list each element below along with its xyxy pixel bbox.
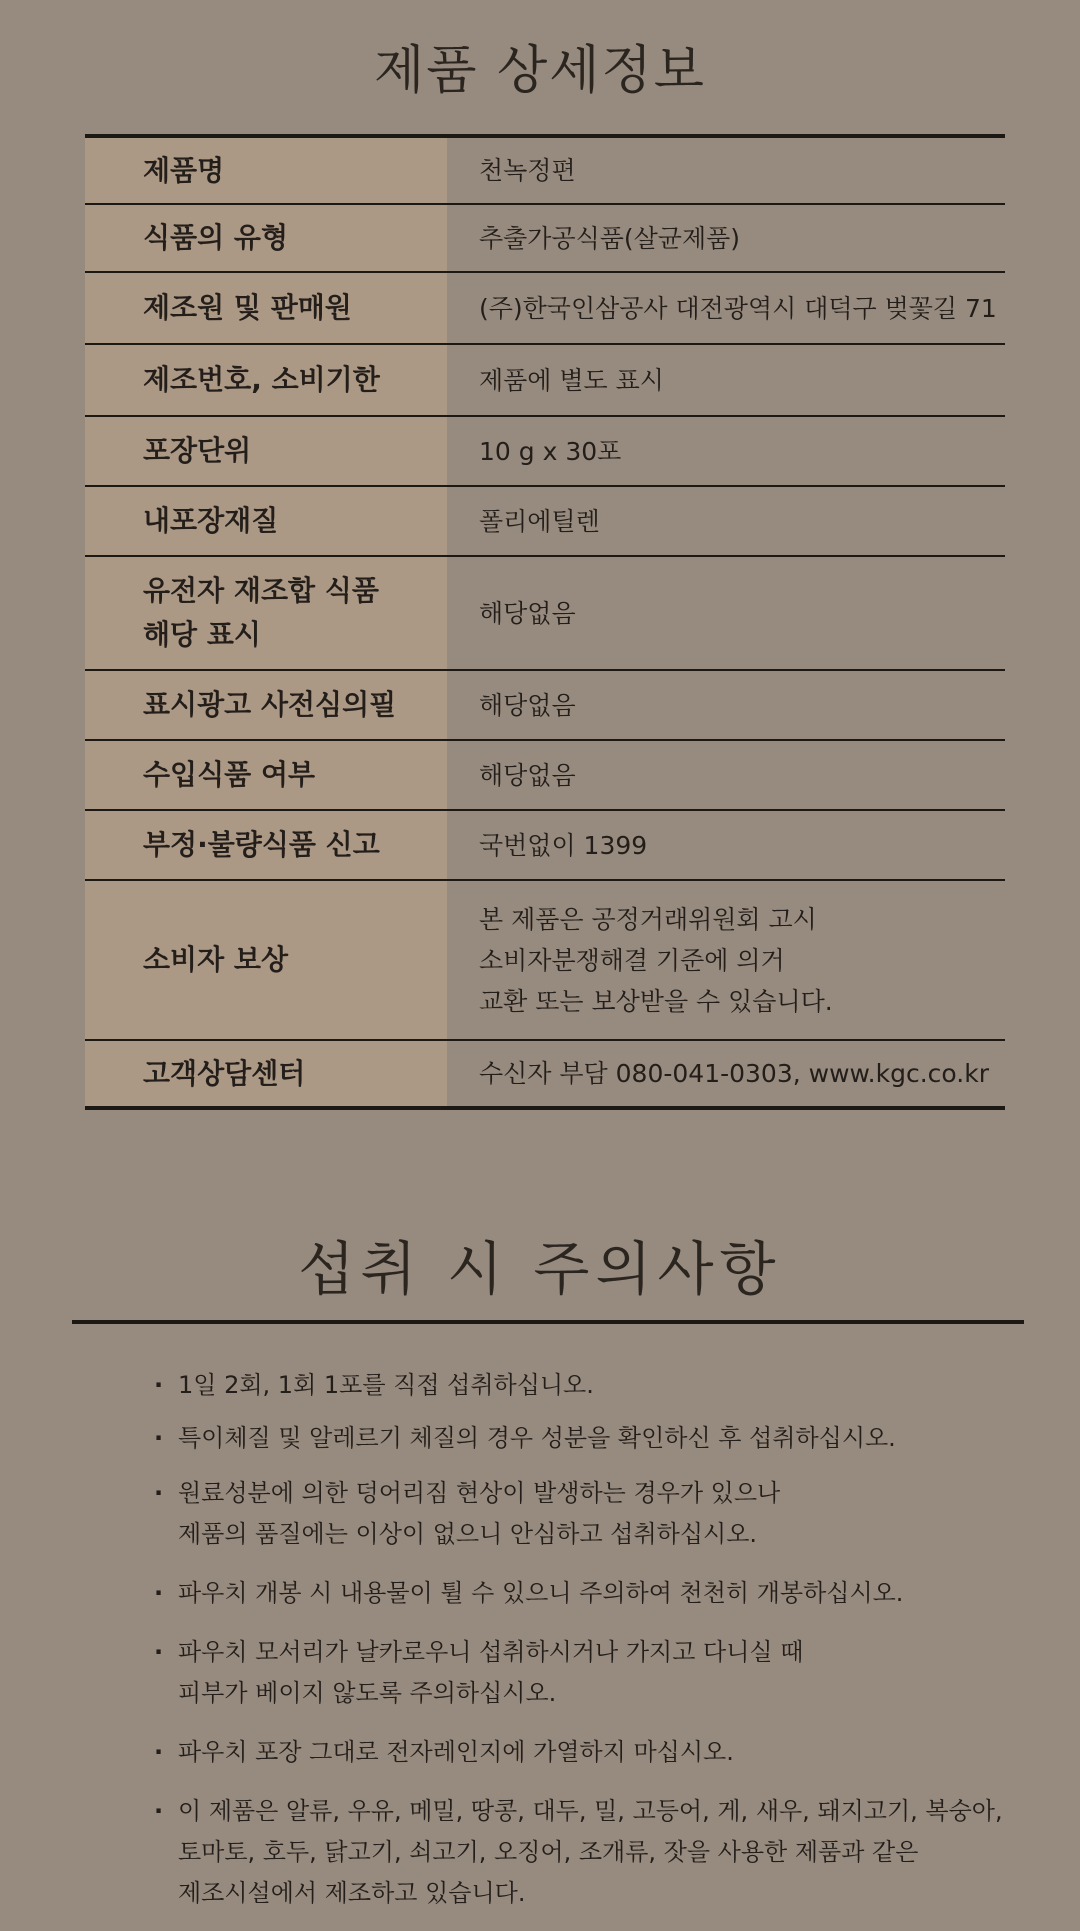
info-label-line: 제조원 및 판매원 bbox=[143, 291, 352, 324]
info-label-line: 식품의 유형 bbox=[143, 221, 288, 254]
info-row bbox=[85, 204, 1005, 272]
info-value-line: 교환 또는 보상받을 수 있습니다. bbox=[479, 986, 833, 1016]
info-label-line: 제품명 bbox=[143, 153, 225, 187]
caution-line: · 이 제품은 알류, 우유, 메밀, 땅콩, 대두, 밀, 고등어, 게, 새우, 돼지고기, 복숭아, bbox=[178, 1797, 1003, 1825]
info-row-value bbox=[447, 556, 1005, 670]
caution-item bbox=[150, 1473, 1030, 1555]
info-row-label bbox=[85, 136, 447, 204]
info-row-value bbox=[447, 136, 1005, 204]
info-row-value bbox=[447, 416, 1005, 486]
caution-line: 토마토, 호두, 닭고기, 쇠고기, 오징어, 조개류, 잣을 사용한 제품과 같은 bbox=[178, 1838, 919, 1866]
caution-line: 제품의 품질에는 이상이 없으니 안심하고 섭취하십시오. bbox=[178, 1520, 758, 1548]
product-info-table bbox=[85, 134, 1005, 1110]
info-row bbox=[85, 344, 1005, 416]
info-value-line: 본 제품은 공정거래위원회 고시 bbox=[479, 904, 817, 934]
caution-line: · 파우치 모서리가 날카로우니 섭취하시거나 가지고 다니실 때 bbox=[178, 1638, 804, 1666]
info-label-line: 표시광고 사전심의필 bbox=[143, 688, 397, 721]
info-row-value bbox=[447, 272, 1005, 344]
info-row-value bbox=[447, 670, 1005, 740]
caution-item bbox=[150, 1791, 1030, 1914]
info-row-label bbox=[85, 740, 447, 810]
info-row bbox=[85, 136, 1005, 204]
info-row-label bbox=[85, 556, 447, 670]
info-row-label bbox=[85, 272, 447, 344]
caution-divider bbox=[72, 1320, 1024, 1324]
info-label-line: 내포장재질 bbox=[143, 504, 279, 537]
caution-line: · 원료성분에 의한 덩어리짐 현상이 발생하는 경우가 있으나 bbox=[178, 1479, 781, 1507]
caution-line: · 1일 2회, 1회 1포를 직접 섭취하십니오. bbox=[178, 1371, 594, 1399]
info-label-line: 유전자 재조합 식품 bbox=[143, 574, 379, 607]
caution-line: 피부가 베이지 않도록 주의하십시오. bbox=[178, 1679, 557, 1707]
info-label-line: 해당 표시 bbox=[143, 618, 261, 651]
info-label-line: 부정·불량식품 신고 bbox=[143, 828, 380, 861]
caution-item bbox=[150, 1632, 1030, 1714]
info-row-label bbox=[85, 810, 447, 880]
caution-item bbox=[150, 1573, 1030, 1614]
info-label-line: 수입식품 여부 bbox=[143, 758, 316, 791]
info-row-label bbox=[85, 880, 447, 1040]
info-value-line: 10 g x 30포 bbox=[479, 436, 622, 466]
info-row bbox=[85, 556, 1005, 670]
info-row-label bbox=[85, 670, 447, 740]
info-value-line: 수신자 부담 080-041-0303, www.kgc.co.kr bbox=[479, 1059, 989, 1088]
product-info-body bbox=[85, 136, 1005, 1108]
info-row-value bbox=[447, 880, 1005, 1040]
info-value-line: 해당없음 bbox=[479, 760, 576, 790]
info-value-line: 폴리에틸렌 bbox=[479, 506, 600, 536]
info-row-label bbox=[85, 204, 447, 272]
info-row bbox=[85, 486, 1005, 556]
info-row bbox=[85, 740, 1005, 810]
caution-title: 섭취 시 주의사항 bbox=[298, 1235, 782, 1303]
info-row bbox=[85, 272, 1005, 344]
info-row-label bbox=[85, 1040, 447, 1108]
info-row-value bbox=[447, 486, 1005, 556]
info-value-line: 소비자분쟁해결 기준에 의거 bbox=[479, 945, 785, 975]
info-value-line: 천녹정편 bbox=[479, 156, 576, 185]
info-row bbox=[85, 810, 1005, 880]
info-row-value bbox=[447, 810, 1005, 880]
info-row bbox=[85, 880, 1005, 1040]
info-value-line: 국번없이 1399 bbox=[479, 830, 648, 860]
info-value-line: 해당없음 bbox=[479, 598, 576, 628]
info-value-line: 제품에 별도 표시 bbox=[479, 365, 664, 395]
info-row-value bbox=[447, 344, 1005, 416]
caution-line: 제조시설에서 제조하고 있습니다. bbox=[178, 1879, 526, 1907]
info-row-value bbox=[447, 204, 1005, 272]
caution-line: · 파우치 개봉 시 내용물이 튈 수 있으니 주의하여 천천히 개봉하십시오. bbox=[178, 1579, 904, 1607]
info-value-line: (주)한국인삼공사 대전광역시 대덕구 벚꽃길 71 bbox=[479, 293, 997, 323]
info-row bbox=[85, 670, 1005, 740]
info-label-line: 포장단위 bbox=[143, 434, 252, 467]
info-row-label bbox=[85, 344, 447, 416]
info-row bbox=[85, 416, 1005, 486]
info-row-label bbox=[85, 486, 447, 556]
info-value-line: 해당없음 bbox=[479, 690, 576, 720]
caution-item bbox=[150, 1732, 1030, 1773]
info-label-line: 제조번호, 소비기한 bbox=[143, 363, 380, 396]
info-row-value bbox=[447, 1040, 1005, 1108]
info-row bbox=[85, 1040, 1005, 1108]
info-value-line: 추출가공식품(살균제품) bbox=[479, 223, 741, 253]
caution-line: · 특이체질 및 알레르기 체질의 경우 성분을 확인하신 후 섭취하십시오. bbox=[178, 1424, 896, 1452]
caution-line: · 파우치 포장 그대로 전자레인지에 가열하지 마십시오. bbox=[178, 1738, 734, 1766]
info-row-label bbox=[85, 416, 447, 486]
caution-item bbox=[150, 1418, 1030, 1459]
product-info-title: 제품 상세정보 bbox=[374, 41, 706, 101]
caution-item bbox=[150, 1365, 1030, 1406]
info-label-line: 소비자 보상 bbox=[143, 943, 288, 976]
info-row-value bbox=[447, 740, 1005, 810]
caution-list bbox=[150, 1365, 1030, 1914]
info-label-line: 고객상담센터 bbox=[143, 1056, 306, 1090]
